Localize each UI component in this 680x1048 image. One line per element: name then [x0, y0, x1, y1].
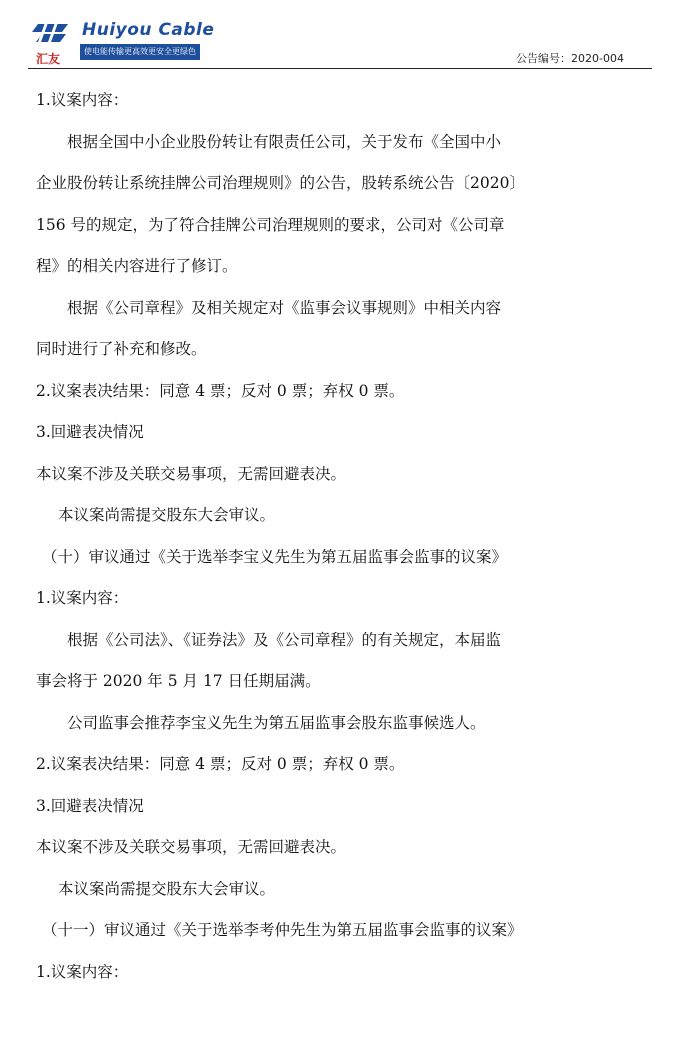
- paragraph: 根据《公司法》、《证券法》及《公司章程》的有关规定，本届监: [67, 630, 502, 649]
- company-logo: [32, 20, 215, 66]
- paragraph: 本议案尚需提交股东大会审议。: [58, 506, 276, 524]
- paragraph: 3.回避表决情况: [36, 796, 144, 815]
- paragraph: 程》的相关内容进行了修订。: [36, 257, 238, 275]
- paragraph: 公司监事会推荐李宝义先生为第五届监事会股东监事候选人。: [67, 713, 486, 732]
- paragraph: 根据全国中小企业股份转让有限责任公司，关于发布《全国中小: [67, 132, 502, 151]
- logo-brand-text: Huiyou Cable: [82, 20, 215, 40]
- paragraph: 同时进行了补充和修改。: [36, 340, 207, 358]
- paragraph: 1.议案内容：: [36, 91, 129, 109]
- logo-cn-text: 汇友: [36, 52, 61, 66]
- paragraph: 本议案尚需提交股东大会审议。: [58, 879, 276, 898]
- paragraph: 企业股份转让系统挂牌公司治理规则》的公告，股转系统公告〔2020〕: [36, 174, 525, 192]
- paragraph: 事会将于 2020 年 5 月 17 日任期届满。: [36, 672, 321, 690]
- paragraph: 2.议案表决结果：同意 4 票；反对 0 票；弃权 0 票。: [36, 381, 405, 400]
- paragraph: 156 号的规定，为了符合挂牌公司治理规则的要求，公司对《公司章: [36, 215, 505, 234]
- logo-slogan: 使电能传输更高效更安全更绿色: [80, 44, 200, 60]
- section-heading: （十一）审议通过《关于选举李考仲先生为第五届监事会监事的议案》: [42, 921, 523, 939]
- paragraph: 2.议案表决结果：同意 4 票；反对 0 票；弃权 0 票。: [36, 755, 405, 773]
- paragraph: 3.回避表决情况: [36, 423, 144, 441]
- paragraph: 1.议案内容：: [36, 962, 129, 981]
- section-heading: （十）审议通过《关于选举李宝义先生为第五届监事会监事的议案》: [42, 547, 508, 566]
- paragraph: 本议案不涉及关联交易事项，无需回避表决。: [36, 464, 347, 483]
- notice-number: 公告编号：2020-004: [516, 52, 624, 65]
- paragraph: 本议案不涉及关联交易事项，无需回避表决。: [36, 838, 347, 856]
- header-divider: [28, 68, 652, 69]
- document-body: [36, 80, 636, 993]
- paragraph: 根据《公司章程》及相关规定对《监事会议事规则》中相关内容: [67, 298, 502, 317]
- paragraph: 1.议案内容：: [36, 589, 129, 607]
- page-header: [0, 0, 680, 72]
